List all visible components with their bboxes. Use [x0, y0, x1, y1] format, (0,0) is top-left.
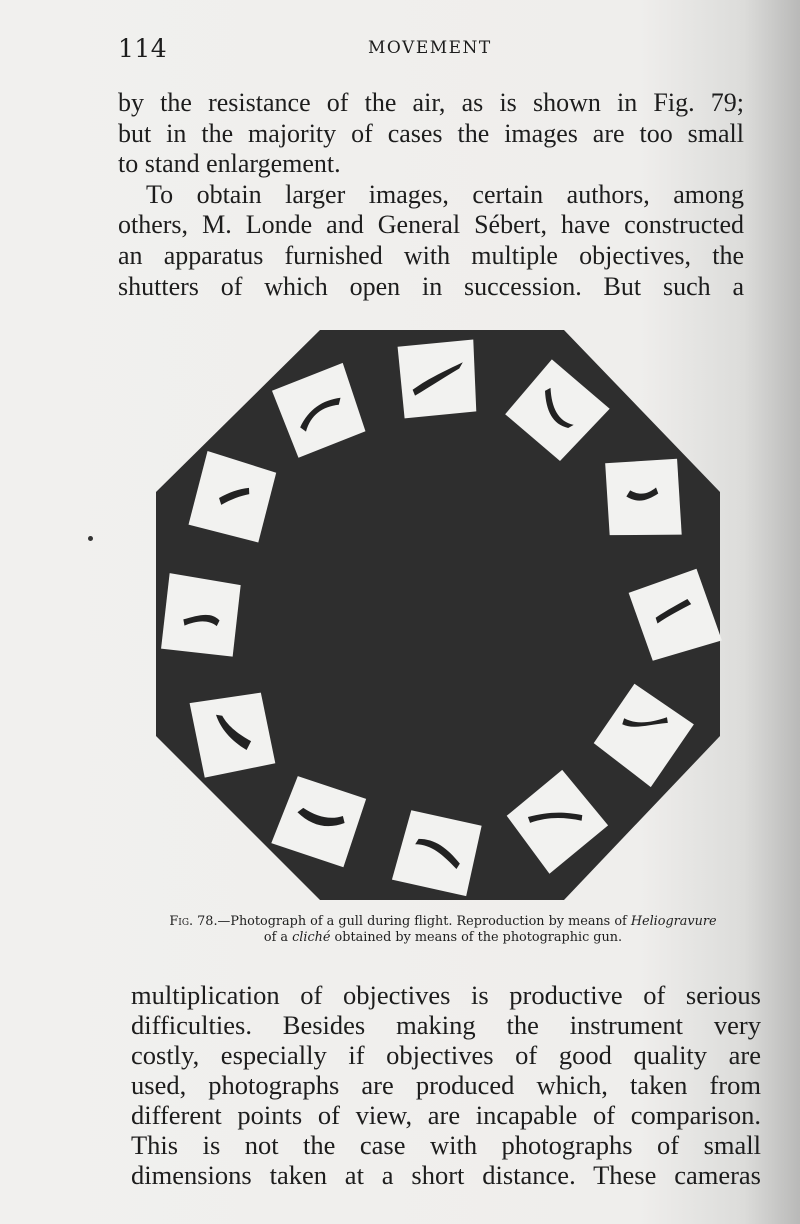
photo-frame: [190, 690, 276, 778]
text-line: dimensions taken at a short distance. These cameras: [131, 1160, 761, 1190]
text-line: shutters of which open in succession. But such a: [118, 271, 744, 301]
caption-line-2: [128, 930, 758, 946]
photographic-plate: [150, 326, 724, 904]
running-title: MOVEMENT: [368, 38, 492, 58]
text-line: used, photographs are produced which, taken from: [131, 1070, 761, 1100]
text-line: others, M. Londe and General Sébert, have constructed: [118, 210, 744, 240]
text-line: but in the majority of cases the images are too small: [118, 118, 744, 148]
paragraph-top: [118, 88, 744, 302]
text-line: multiplication of objectives is productive of serious: [131, 980, 761, 1010]
text-line: to stand enlargement.: [118, 149, 341, 179]
paragraph-bottom: [131, 980, 761, 1190]
gull-flight-photograph: [150, 326, 724, 904]
caption-text: of a: [263, 930, 293, 945]
page-header: [118, 34, 748, 64]
text-line: This is not the case with photographs of small: [131, 1130, 761, 1160]
text-line: difficulties. Besides making the instrument very: [131, 1010, 761, 1040]
octagonal-plate: [156, 330, 720, 900]
caption-italic-term: cliché: [292, 930, 331, 945]
caption-line-1: [128, 914, 758, 930]
photo-frame: [159, 573, 243, 659]
page-number: 114: [118, 34, 168, 63]
figure-caption: [128, 914, 758, 946]
text-line: costly, especially if objectives of good quality are: [131, 1040, 761, 1070]
text-line: To obtain larger images, certain authors, among: [146, 179, 744, 209]
caption-text: obtained by means of the photographic gun.: [330, 930, 623, 945]
photo-frame: [397, 339, 478, 418]
caption-text: —Photograph of a gull during flight. Reproduction by means of: [217, 914, 631, 929]
photo-frame: [605, 459, 682, 538]
print-speck: [88, 536, 93, 541]
figure-label: Fig. 78.: [169, 914, 218, 929]
caption-italic-term: Heliogravure: [630, 914, 717, 929]
text-line: by the resistance of the air, as is shown in Fig. 79;: [118, 88, 744, 117]
text-line: different points of view, are incapable of comparison.: [131, 1100, 761, 1130]
text-line: an apparatus furnished with multiple objectives, the: [118, 240, 744, 270]
